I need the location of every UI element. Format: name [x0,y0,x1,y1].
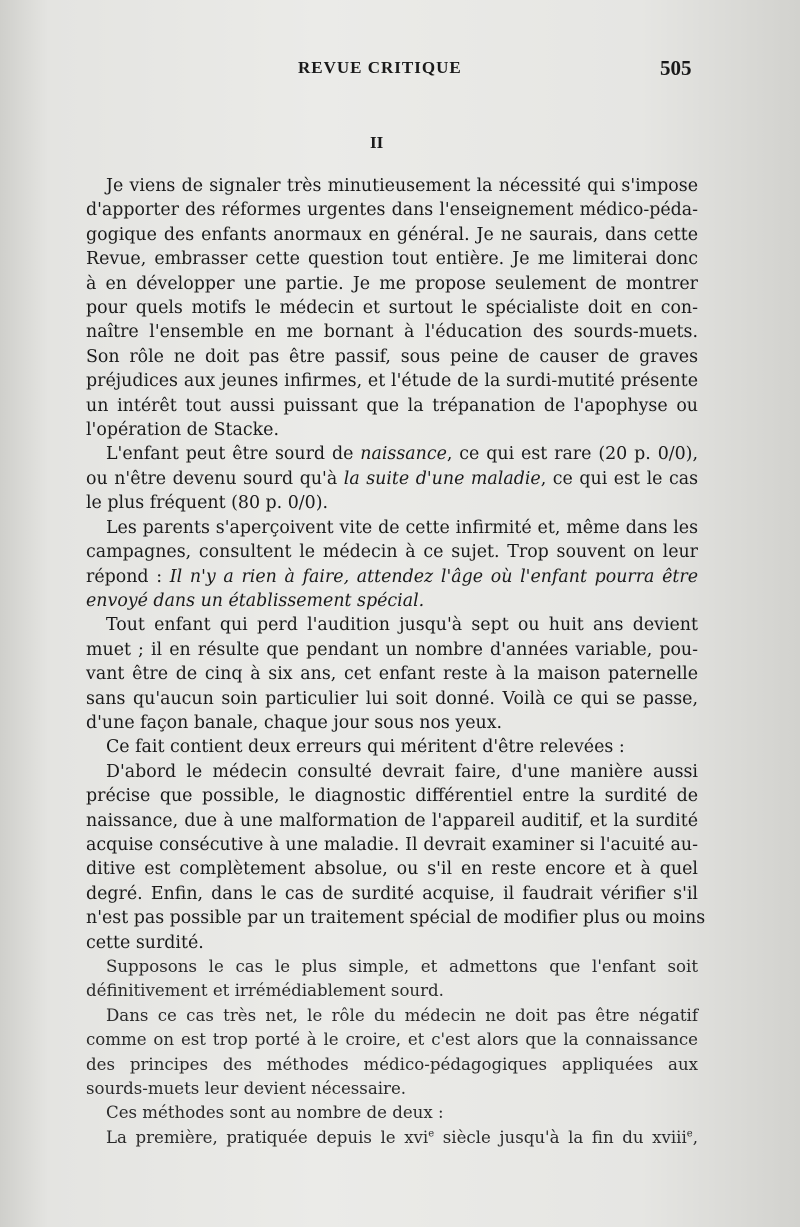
text-line: vant être de cinq à six ans, cet enfant reste à la maison paternelle [86,664,698,685]
superscript: e [686,1128,693,1140]
paragraph-2 [66,442,698,515]
text-line [66,467,698,491]
italic-run: envoyé dans un établissement spécial. [86,590,425,611]
text-run: L'enfant peut être sourd de [106,444,361,465]
paragraph-6 [66,760,706,955]
text-line: définitivement et irrémédiablement sourd. [86,981,444,1001]
text-line: Revue, embrasser cette question tout entière. Je me limiterai donc [86,249,698,270]
text-line: à en développer une partie. Je me propose seulement de montrer [86,273,698,294]
text-line: acquise consécutive à une maladie. Il devrait examiner si l'acuité au- [86,834,698,855]
text-line [66,442,698,466]
text-run: La première, pratiquée depuis le xvi [106,1127,429,1147]
text-line: muet ; il en résulte que pendant un nombre d'années variable, pou- [86,639,698,660]
italic-run: Il n'y a rien à faire, attendez l'âge où l'enfant pourra être [169,566,698,587]
text-line: comme on est trop porté à le croire, et c'est alors que la connaissance [86,1030,698,1050]
text-line [66,589,698,613]
text-line: Je viens de signaler très minutieusement la nécessité qui s'impose [106,176,698,196]
text-line [66,1126,698,1150]
text-line: n'est pas possible par un traitement spécial de modifier plus ou moins [86,908,706,929]
text-line: Ce fait contient deux erreurs qui méritent d'être relevées : [106,737,625,758]
paragraph-5 [66,735,698,759]
text-line: préjudices aux jeunes infirmes, et l'étude de la surdi-mutité présente [86,371,698,392]
text-line: sans qu'aucun soin particulier lui soit donné. Voilà ce qui se passe, [86,688,698,709]
text-run: siècle jusqu'à la fin du xviii [434,1127,687,1147]
section-numeral: II [370,133,384,152]
text-run: , ce qui est le cas [540,468,699,489]
text-line: naître l'ensemble en me bornant à l'éducation des sourds-muets. [86,322,698,343]
text-line: cette surdité. [86,932,204,953]
text-run: , [692,1127,698,1147]
text-line: Son rôle ne doit pas être passif, sous peine de causer de graves [86,346,698,367]
text-line: précise que possible, le diagnostic différentiel entre la surdité de [86,786,698,807]
paragraph-10 [66,1126,698,1150]
italic-run: la suite d'une maladie [343,468,541,489]
text-line: Supposons le cas le plus simple, et admettons que l'enfant soit [106,957,698,976]
text-line: d'une façon banale, chaque jour sous nos yeux. [86,712,503,733]
text-line: degré. Enfin, dans le cas de surdité acquise, il faudrait vérifier s'il [86,883,698,904]
text-line: Ces méthodes sont au nombre de deux : [106,1103,444,1123]
text-line: Les parents s'aperçoivent vite de cette infirmité et, même dans les [106,517,698,538]
text-line: D'abord le médecin consulté devrait faire, d'une manière aussi [106,761,698,782]
body-text [66,174,706,1150]
text-run: répond : [86,566,170,587]
running-head: REVUE CRITIQUE [298,58,462,77]
text-line: ditive est complètement absolue, ou s'il en reste encore et à quel [86,859,698,880]
superscript: e [428,1128,435,1140]
paragraph-3 [66,516,698,614]
text-line: un intérêt tout aussi puissant que la trépanation de l'apophyse ou [86,395,698,416]
paragraph-8 [66,1004,698,1102]
text-run: , ce qui est rare (20 p. 0/0), [446,444,698,465]
text-line: naissance, due à une malformation de l'appareil auditif, et la surdité [86,810,698,831]
text-line: le plus fréquent (80 p. 0/0). [86,493,329,514]
paragraph-4 [66,613,698,735]
text-line: gogique des enfants anormaux en général. Je ne saurais, dans cette [86,224,698,245]
text-line: campagnes, consultent le médecin à ce sujet. Trop souvent on leur [86,542,698,563]
text-line: pour quels motifs le médecin et surtout le spécialiste doit en con- [86,298,698,319]
paragraph-7 [66,955,698,1004]
paragraph-9 [66,1101,698,1125]
text-line: d'apporter des réformes urgentes dans l'enseignement médico-péda- [86,200,698,221]
page-number: 505 [660,56,692,80]
text-line [66,565,698,589]
text-line: Dans ce cas très net, le rôle du médecin ne doit pas être négatif [106,1005,698,1025]
paragraph-1 [66,174,698,442]
text-line: l'opération de Stacke. [86,420,279,441]
text-line: Tout enfant qui perd l'audition jusqu'à sept ou huit ans devient [106,615,698,636]
lower-text-block [66,955,698,1150]
text-line: sourds-muets leur devient nécessaire. [86,1079,407,1099]
italic-run: naissance [360,444,447,465]
text-line: des principes des méthodes médico-pédagogiques appliquées aux [86,1054,698,1074]
text-run: ou n'être devenu sourd qu'à [86,468,344,489]
